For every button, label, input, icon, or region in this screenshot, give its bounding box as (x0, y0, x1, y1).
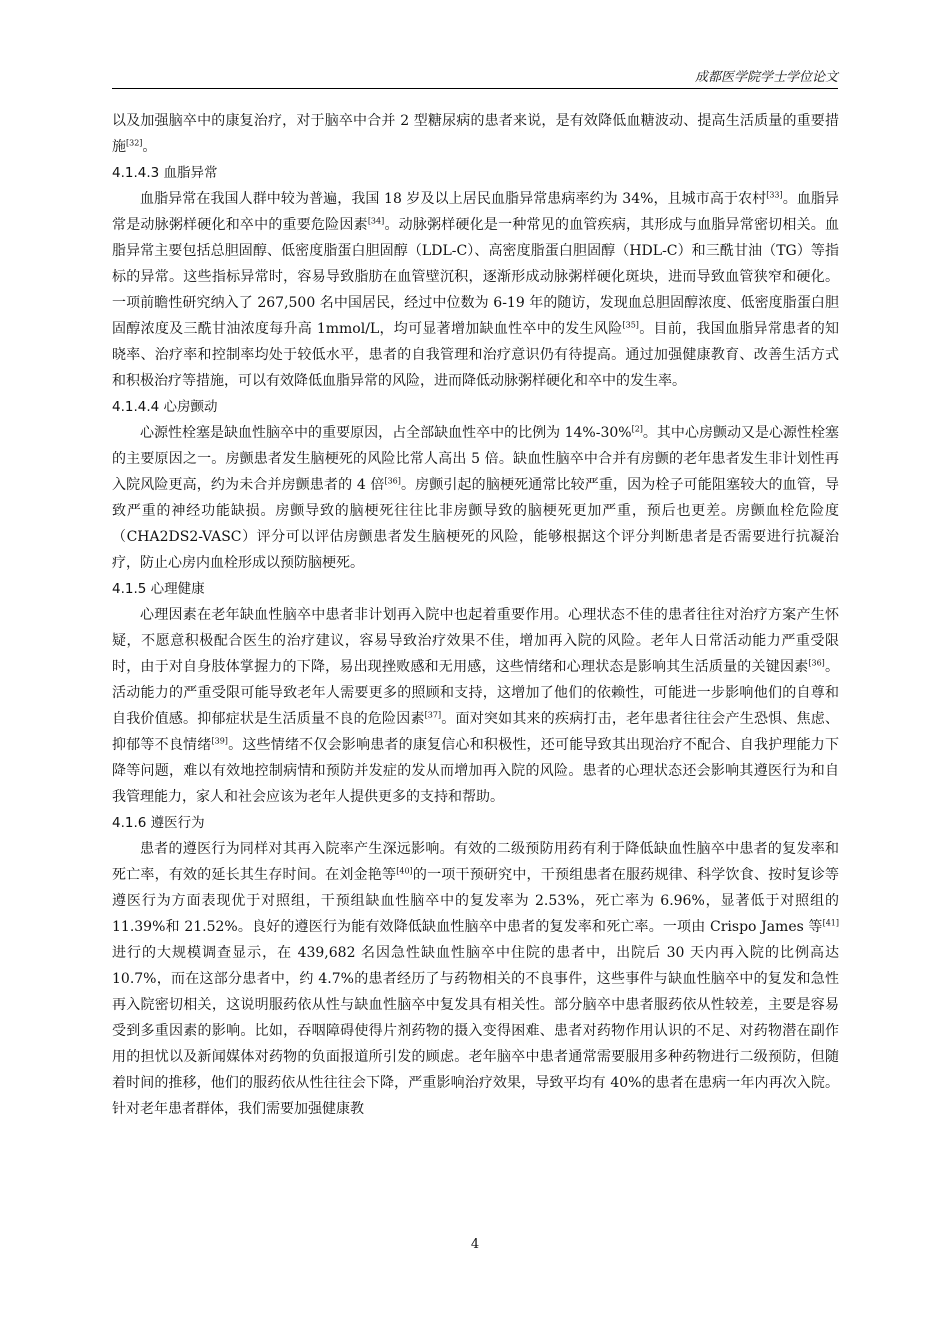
paragraph-text: 血脂异常在我国人群中较为普遍，我国 18 岁及以上居民血脂异常患病率约为 34%，且城市高于农村 (140, 191, 767, 207)
paragraph-text: 。目前，我国血脂异常患者的知晓率、治疗率和控制率均处于较低水平，患者的自我管理和治疗意识仍有待提高。通过加强健康教育、改善生活方式和积极治疗等措施，可以有效降低血脂异常的风险，进而降低动脉粥样硬化和卒中的发生率。 (112, 321, 840, 389)
paragraph-text: 。 (142, 139, 157, 155)
page-number: 4 (470, 1237, 480, 1252)
paragraph (112, 108, 839, 160)
paragraph-text: 。房颤引起的脑梗死通常比较严重，因为栓子可能阻塞较大的血管，导致严重的神经功能缺损。房颤导致的脑梗死往往比非房颤导致的脑梗死更加严重，预后也更差。房颤血栓危险度（CHA2DS2-VASC）评分可以评估房颤患者发生脑梗死的风险，能够根据这个评分判断患者是否需要进行抗凝治疗，防止心房内血栓形成以预防脑梗死。 (112, 477, 840, 571)
paragraph (112, 602, 839, 810)
citation-ref: [40] (396, 866, 413, 876)
paragraph-text: 。这些情绪不仅会影响患者的康复信心和积极性，还可能导致其出现治疗不配合、自我护理能力下降等问题，难以有效地控制病情和预防并发症的发从而增加再入院的风险。患者的心理状态还会影响其遵医行为和自我管理能力，家人和社会应该为老年人提供更多的支持和帮助。 (112, 737, 840, 805)
citation-ref: [41] (822, 918, 839, 928)
page-header (112, 66, 838, 89)
paragraph-text: 。活动能力的严重受限可能导致老年人需要更多的照顾和支持，这增加了他们的依赖性，可能进一步影响他们的自尊和自我价值感。抑郁症状是生活质量不良的危险因素 (112, 659, 840, 727)
citation-ref: [32] (126, 138, 143, 148)
page-body (112, 108, 839, 1122)
paragraph-text: 。其中心房颤动又是心源性栓塞的主要原因之一。房颤患者发生脑梗死的风险比常人高出 5 倍。缺血性脑卒中合并有房颤的老年患者发生非计划性再入院风险更高，约为未合并房颤患者的 4 倍 (112, 425, 839, 493)
citation-ref: [34] (367, 216, 385, 226)
paragraph-text: 。动脉粥样硬化是一种常见的血管疾病，其形成与血脂异常密切相关。血脂异常主要包括总胆固醇、低密度脂蛋白胆固醇（LDL-C）、高密度脂蛋白胆固醇（HDL-C）和三酰甘油（TG）等指标的异常。这些指标异常时，容易导致脂肪在血管壁沉积，逐渐形成动脉粥样硬化斑块，进而导致血管狭窄和硬化。一项前瞻性研究纳入了 267,500 名中国居民，经过中位数为 6-19 年的随访，发现血总胆固醇浓度、低密度脂蛋白胆固醇浓度及三酰甘油浓度每升高 1mmol/L，均可显著增加缺血性卒中的发生风险 (112, 217, 840, 337)
citation-ref: [39] (211, 736, 228, 746)
paragraph-text: 的一项干预研究中，干预组患者在服药规律、科学饮食、按时复诊等遵医行为方面表现优于对照组，干预组缺血性脑卒中的复发率为 2.53%，死亡率为 6.96%，显著低于对照组的 11.39%和 21.52%。良好的遵医行为能有效降低缺血性脑卒中患者的复发率和死亡率。一项由 Crispo James 等 (112, 867, 840, 935)
header-title: 成都医学院学士学位论文 (694, 70, 838, 85)
section-heading: 4.1.4.3 血脂异常 (112, 165, 218, 181)
paragraph-text: 进行的大规模调查显示，在 439,682 名因急性缺血性脑卒中住院的患者中，出院后 30 天内再入院的比例高达 10.7%，而在这部分患者中，约 4.7%的患者经历了与药物相关的不良事件，这些事件与缺血性脑卒中的复发和急性再入院密切相关，这说明服药依从性与缺血性脑卒中复发具有相关性。部分脑卒中患者服药依从性较差，主要是容易受到多重因素的影响。比如，吞咽障碍使得片剂药物的摄入变得困难、患者对药物作用认识的不足、对药物潜在副作用的担忧以及新闻媒体对药物的负面报道所引发的顾虑。老年脑卒中患者通常需要服用多种药物进行二级预防，但随着时间的推移，他们的服药依从性往往会下降，严重影响治疗效果，导致平均有 40%的患者在患病一年内再次入院。针对老年患者群体，我们需要加强健康教 (112, 945, 839, 1117)
citation-ref: [36] (808, 658, 825, 668)
section-heading: 4.1.5 心理健康 (112, 581, 205, 597)
paragraph-text: 以及加强脑卒中的康复治疗，对于脑卒中合并 2 型糖尿病的患者来说，是有效降低血糖波动、提高生活质量的重要措施 (112, 113, 839, 155)
citation-ref: [35] (622, 320, 639, 330)
paragraph (112, 186, 839, 394)
paragraph-text: 心理因素在老年缺血性脑卒中患者非计划再入院中也起着重要作用。心理状态不佳的患者往往对治疗方案产生怀疑，不愿意积极配合医生的治疗建议，容易导致治疗效果不佳，增加再入院的风险。老年人日常活动能力严重受限时，由于对自身肢体掌握力的下降，易出现挫败感和无用感，这些情绪和心理状态是影响其生活质量的关键因素 (112, 607, 839, 675)
paragraph-text: 患者的遵医行为同样对其再入院率产生深远影响。有效的二级预防用药有利于降低缺血性脑卒中患者的复发率和死亡率，有效的延长其生存时间。在刘金艳等 (112, 841, 839, 883)
citation-ref: [36] (384, 476, 401, 486)
citation-ref: [2] (631, 424, 643, 434)
paragraph-text: 。面对突如其来的疾病打击，老年患者往往会产生恐惧、焦虑、抑郁等不良情绪 (112, 711, 840, 753)
citation-ref: [37] (424, 710, 442, 720)
paragraph (112, 420, 839, 576)
section-heading: 4.1.6 遵医行为 (112, 815, 205, 831)
paragraph-text: 。血脂异常是动脉粥样硬化和卒中的重要危险因素 (112, 191, 839, 233)
paragraph-text: 心源性栓塞是缺血性脑卒中的重要原因，占全部缺血性卒中的比例为 14%-30% (140, 425, 632, 441)
paragraph (112, 836, 839, 1122)
citation-ref: [33] (766, 190, 783, 200)
section-heading: 4.1.4.4 心房颤动 (112, 399, 218, 415)
